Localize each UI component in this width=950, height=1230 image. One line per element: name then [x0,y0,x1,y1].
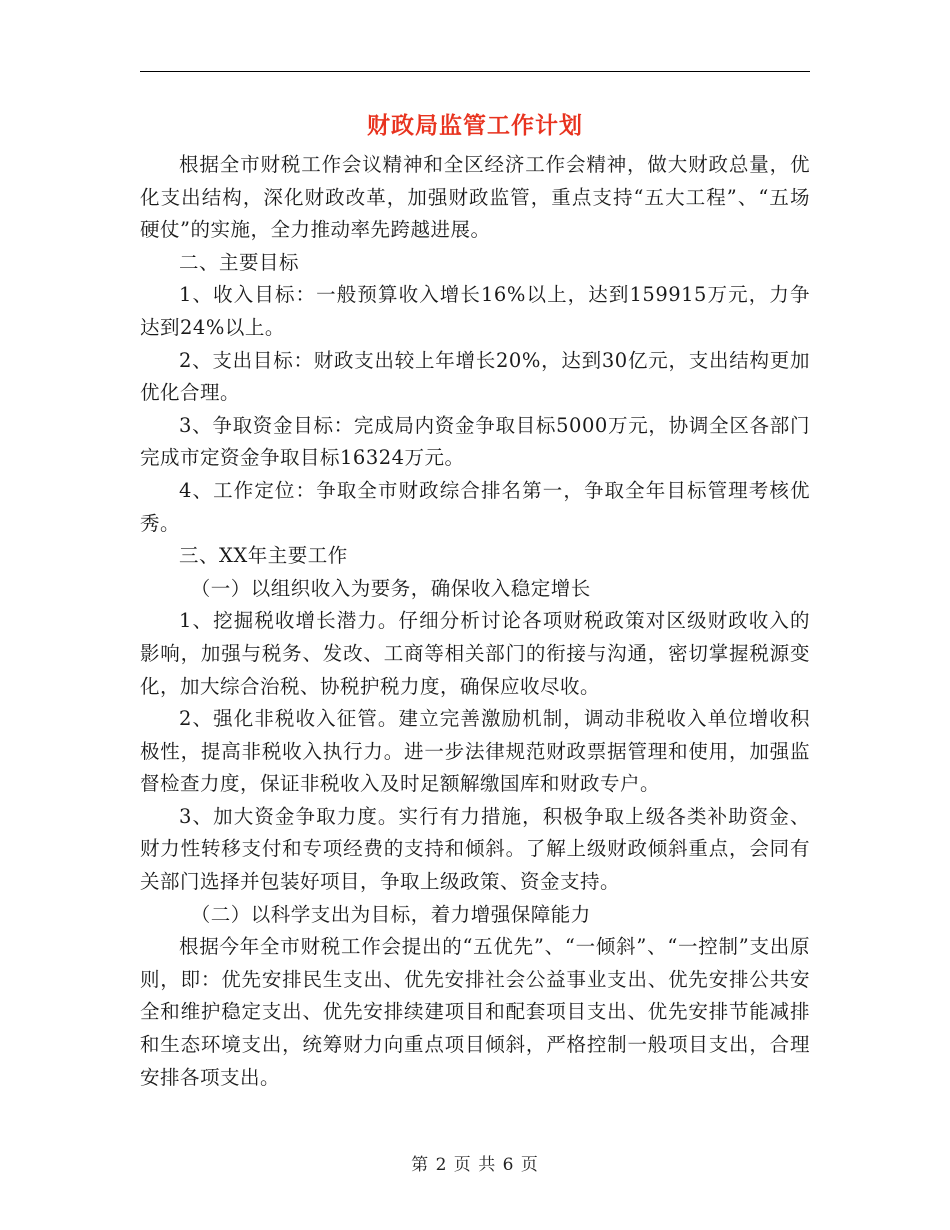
paragraph-work-positioning: 4、工作定位：争取全市财政综合排名第一，争取全年目标管理考核优秀。 [140,478,810,535]
subheading-expenditure: （二）以科学支出为目标，着力增强保障能力 [190,902,591,926]
heading-main-work: 三、XX年主要工作 [179,544,348,568]
paragraph-intro: 根据全市财税工作会议精神和全区经济工作会精神，做大财政总量，优化支出结构，深化财政改革，加强财政监管，重点支持“五大工程”、“五场硬仗”的实施，全力推动率先跨越进展。 [140,153,810,242]
document-title: 财政局监管工作计划 [367,112,583,139]
paragraph-nontax-revenue: 2、强化非税收入征管。建立完善激励机制，调动非税收入单位增收积极性，提高非税收入执行力。进一步法律规范财政票据管理和使用，加强监督检查力度，保证非税收入及时足额解缴国库和财政专户。 [140,707,810,796]
paragraph-expenditure-principles: 根据今年全市财税工作会提出的“五优先”、“一倾斜”、“一控制”支出原则，即：优先安排民生支出、优先安排社会公益事业支出、优先安排公共安全和维护稳定支出、优先安排续建项目和配套项目支出、优先安排节能减排和生态环境支出，统筹财力向重点项目倾斜，严格控制一般项目支出，合理安排各项支出。 [140,935,810,1089]
paragraph-tax-potential: 1、挖掘税收增长潜力。仔细分析讨论各项财税政策对区级财政收入的影响，加强与税务、发改、工商等相关部门的衔接与沟通，密切掌握税源变化，加大综合治税、协税护税力度，确保应收尽收。 [140,609,810,698]
paragraph-funding-goal: 3、争取资金目标：完成局内资金争取目标5000万元，协调全区各部门完成市定资金争取目标16324万元。 [140,413,810,470]
page-number: 第 2 页 共 6 页 [411,1155,539,1175]
document-body [140,149,810,1094]
paragraph-funding-efforts: 3、加大资金争取力度。实行有力措施，积极争取上级各类补助资金、财力性转移支付和专项经费的支持和倾斜。了解上级财政倾斜重点，会同有关部门选择并包装好项目，争取上级政策、资金支持。 [140,804,810,894]
header-rule [140,71,810,72]
paragraph-expenditure-goal: 2、支出目标：财政支出较上年增长20%，达到30亿元，支出结构更加优化合理。 [140,348,810,405]
subheading-income: （一）以组织收入为要务，确保收入稳定增长 [190,576,591,600]
heading-main-goals: 二、主要目标 [179,250,300,274]
paragraph-income-goal: 1、收入目标：一般预算收入增长16%以上，达到159915万元，力争达到24%以上。 [140,283,810,339]
